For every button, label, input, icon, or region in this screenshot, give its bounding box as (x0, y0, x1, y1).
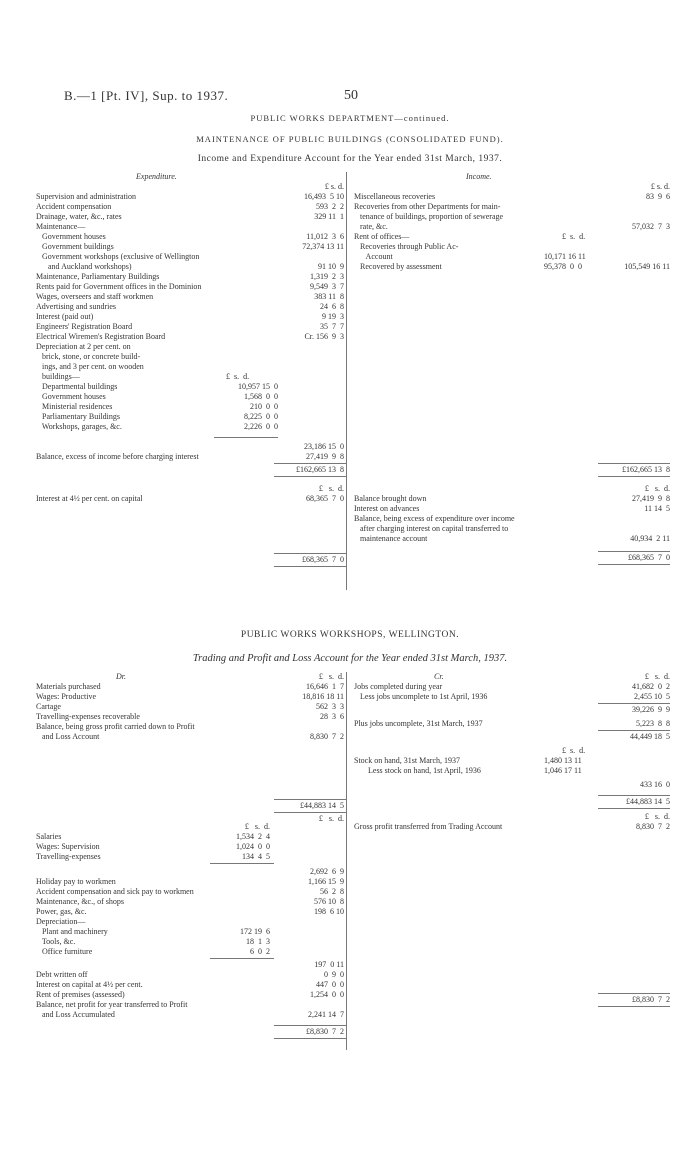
line-description: Ministerial residences (36, 402, 113, 411)
expenditure-line (36, 292, 346, 302)
line-description: Debt written off (36, 970, 88, 979)
expenditure-total (36, 465, 346, 475)
trading-debit-line (36, 682, 346, 692)
debit-column (36, 672, 346, 1040)
column-headings-income: £ s. d. (650, 182, 670, 191)
rent-amount: 95,378 0 0 (544, 262, 582, 271)
line-description: Plant and machinery (36, 927, 108, 936)
line-amount: £ s. d. (318, 484, 344, 493)
expenditure-line (36, 342, 346, 352)
line-description: Salaries (36, 832, 62, 841)
line-amount: 8,830 7 2 (636, 822, 670, 831)
document-reference: B.—1 [Pt. IV], Sup. to 1937. (64, 88, 229, 103)
pl-line (36, 907, 346, 917)
line-amount: 447 0 0 (316, 980, 344, 989)
pl-inner-amount: 1,534 2 4 (236, 832, 270, 841)
pl-column-heading (36, 814, 346, 831)
pl-line (36, 852, 346, 862)
line-amount: 105,549 16 11 (624, 262, 670, 271)
line-amount: 27,419 9 8 (632, 494, 670, 503)
expenditure-line (36, 282, 346, 292)
line-description: Rents paid for Government offices in the Dominion (36, 282, 202, 291)
line-description: Rent of premises (assessed) (36, 990, 125, 999)
line-description: Materials purchased (36, 682, 101, 691)
expenditure-line (36, 202, 346, 212)
pl-debit-total (36, 1027, 346, 1037)
expenditure-line (36, 372, 346, 382)
line-description: Drainage, water, &c., rates (36, 212, 122, 221)
pl-line (36, 990, 346, 1000)
interest-income-line (354, 504, 670, 514)
pl-inner-heading: £ s. d. (244, 822, 270, 831)
line-amount: £162,665 13 8 (296, 465, 344, 474)
income-line (354, 232, 670, 242)
expenditure-line (36, 412, 346, 422)
line-description: Travelling-expenses (36, 852, 101, 861)
line-description: and Auckland workshops) (36, 262, 132, 271)
trading-credit-column-heading (354, 672, 670, 682)
trading-credit-line (354, 719, 670, 729)
line-description: Balance brought down (354, 494, 427, 503)
depreciation-amount: 2,226 0 0 (244, 422, 278, 431)
stock-line (354, 766, 670, 776)
line-description: Government houses (36, 232, 106, 241)
rent-amount: 10,171 16 11 (544, 252, 586, 261)
expenditure-line (36, 212, 346, 222)
rent-column-heading: £ s. d. (562, 232, 586, 241)
income-line (354, 212, 670, 222)
line-amount: 57,032 7 3 (632, 222, 670, 231)
pl-inner-amount: 1,024 0 0 (236, 842, 270, 851)
line-amount: £44,883 14 5 (300, 801, 344, 810)
pl-amount: 198 6 10 (314, 907, 344, 916)
line-amount: 27,419 9 8 (306, 452, 344, 461)
income-line (354, 192, 670, 202)
depreciation-amount: 10,957 15 0 (238, 382, 278, 391)
pl-amount: 1,166 15 9 (308, 877, 344, 886)
line-description: buildings— (36, 372, 80, 381)
line-description: Advertising and sundries (36, 302, 116, 311)
line-description: Government workshops (exclusive of Wellington (36, 252, 200, 261)
line-description: Cartage (36, 702, 61, 711)
line-description: Jobs completed during year (354, 682, 443, 691)
line-description: Holiday pay to workmen (36, 877, 116, 886)
line-description: Balance, net profit for year transferred to Profit (36, 1000, 188, 1009)
line-description: tenance of buildings, proportion of sewerage (354, 212, 504, 221)
depreciation-amount: 210 0 0 (250, 402, 278, 411)
expenditure-line (36, 382, 346, 392)
depreciation-subtotal (36, 960, 346, 970)
stock-column-heading: £ s. d. (562, 746, 586, 755)
interest-income-total (354, 553, 670, 563)
workshops-account (36, 672, 670, 1052)
line-amount: 24 6 8 (320, 302, 344, 311)
credit-label: Cr. (434, 672, 444, 681)
line-amount: £ s. d. (644, 672, 670, 681)
income-line (354, 202, 670, 212)
line-amount: 433 16 0 (640, 780, 670, 789)
expenditure-heading: Expenditure. (136, 172, 177, 181)
line-amount: 23,186 15 0 (304, 442, 344, 451)
trading-debit-line (36, 692, 346, 702)
line-amount: 9,549 3 7 (310, 282, 344, 291)
trading-debit-line (36, 732, 346, 742)
pl-line (36, 947, 346, 957)
line-amount: 72,374 13 11 (302, 242, 344, 251)
line-description: Electrical Wiremen's Registration Board (36, 332, 166, 341)
stock-line (354, 756, 670, 766)
line-description: Workshops, garages, &c. (36, 422, 122, 431)
income-line (354, 252, 670, 262)
line-description: Plus jobs uncomplete, 31st March, 1937 (354, 719, 483, 728)
line-amount: £44,883 14 5 (626, 797, 670, 806)
line-amount: 91 10 9 (318, 262, 344, 271)
trading-credit-total (354, 797, 670, 807)
pl-line (36, 927, 346, 937)
depreciation-amount: 172 19 6 (240, 927, 270, 936)
interest-column-heading (36, 484, 346, 494)
trading-debit-line (36, 702, 346, 712)
income-line (354, 262, 670, 272)
credit-column (354, 672, 670, 1008)
line-amount: 5,223 8 8 (636, 719, 670, 728)
pl-line (36, 877, 346, 887)
line-description: Balance, being gross profit carried down to Profit (36, 722, 195, 731)
expenditure-line (36, 272, 346, 282)
maintenance-title: MAINTENANCE OF PUBLIC BUILDINGS (CONSOLIDATED FUND). (196, 134, 504, 144)
line-amount: 44,449 18 5 (630, 732, 670, 741)
trading-debit-line (36, 712, 346, 722)
income-column (354, 172, 670, 566)
line-description: Power, gas, &c. (36, 907, 87, 916)
line-description: Wages: Supervision (36, 842, 100, 851)
line-amount: 0 9 0 (324, 970, 344, 979)
expenditure-line (36, 222, 346, 232)
trading-account-title: Trading and Profit and Loss Account for the Year ended 31st March, 1937. (192, 653, 508, 664)
line-description: Recoveries from other Departments for main- (354, 202, 501, 211)
pl-credit-total (354, 995, 670, 1005)
expenditure-line (36, 402, 346, 412)
line-description: Maintenance, &c., of shops (36, 897, 124, 906)
pl-subtotal (36, 867, 346, 877)
line-description: Accident compensation (36, 202, 112, 211)
depreciation-amount: 8,225 0 0 (244, 412, 278, 421)
line-description: Government buildings (36, 242, 114, 251)
income-heading: Income. (466, 172, 492, 181)
pl-credit-line (354, 822, 670, 832)
expenditure-line (36, 352, 346, 362)
interest-income-line (354, 524, 670, 534)
line-description: Supervision and administration (36, 192, 136, 201)
line-amount: £ s. d. (644, 484, 670, 493)
line-description: Interest at 4½ per cent. on capital (36, 494, 143, 503)
line-description: Gross profit transferred from Trading Account (354, 822, 503, 831)
pl-line (36, 937, 346, 947)
trading-debit-total (36, 801, 346, 811)
line-amount: 11,012 3 6 (306, 232, 344, 241)
line-description: after charging interest on capital transferred to (354, 524, 509, 533)
expenditure-line (36, 242, 346, 252)
trading-credit-line (354, 692, 670, 702)
expenditure-line (36, 312, 346, 322)
line-description: Travelling-expenses recoverable (36, 712, 140, 721)
expenditure-line (36, 442, 346, 452)
line-description: brick, stone, or concrete build- (36, 352, 141, 361)
pl-line (36, 917, 346, 927)
department-title: PUBLIC WORKS DEPARTMENT—continued. (250, 113, 450, 123)
line-description: Interest on advances (354, 504, 420, 513)
line-description: Accident compensation and sick pay to workmen (36, 887, 194, 896)
line-description: Parliamentary Buildings (36, 412, 120, 421)
interest-expenditure-total (36, 555, 346, 565)
pl-line (36, 842, 346, 852)
line-amount: 1,254 0 0 (310, 990, 344, 999)
line-amount: £68,365 7 0 (628, 553, 670, 562)
expenditure-column (36, 172, 346, 568)
expenditure-line (36, 422, 346, 432)
workshops-title: PUBLIC WORKS WORKSHOPS, WELLINGTON. (240, 630, 460, 640)
pl-line (36, 1000, 346, 1010)
account-title: Income and Expenditure Account for the Year ended 31st March, 1937. (197, 154, 503, 164)
expenditure-line (36, 432, 346, 442)
line-amount: 40,934 2 11 (630, 534, 670, 543)
expenditure-line (36, 262, 346, 272)
income-total (354, 465, 670, 475)
line-description: Depreciation at 2 per cent. on (36, 342, 131, 351)
trading-credit-line (354, 682, 670, 692)
depreciation-column-heading: £ s. d. (226, 372, 250, 381)
line-amount: £8,830 7 2 (632, 995, 670, 1004)
line-amount: 383 11 8 (314, 292, 344, 301)
column-headings: £ s. d. (324, 182, 344, 191)
pl-amount: 576 10 8 (314, 897, 344, 906)
line-amount: 35 7 7 (320, 322, 344, 331)
stock-amount: 1,046 17 11 (544, 766, 582, 775)
pl-line (36, 887, 346, 897)
line-amount: £68,365 7 0 (302, 555, 344, 564)
expenditure-line (36, 232, 346, 242)
line-amount: 68,365 7 0 (306, 494, 344, 503)
line-amount: 1,319 2 3 (310, 272, 344, 281)
expenditure-line (36, 252, 346, 262)
expenditure-line (36, 192, 346, 202)
line-amount: Cr. 156 9 3 (304, 332, 344, 341)
line-description: Recovered by assessment (354, 262, 442, 271)
depreciation-amount: 6 0 2 (250, 947, 270, 956)
line-amount: £ s. d. (318, 672, 344, 681)
line-amount: 16,493 5 10 (304, 192, 344, 201)
line-description: Balance, being excess of expenditure over income (354, 514, 515, 523)
expenditure-line (36, 452, 346, 462)
line-description: Interest (paid out) (36, 312, 94, 321)
line-amount: 2,241 14 7 (308, 1010, 344, 1019)
stock-net (354, 780, 670, 790)
page-number: 50 (344, 88, 358, 103)
line-amount: £ s. d. (318, 814, 344, 823)
line-amount: 28 3 6 (320, 712, 344, 721)
pl-line (36, 1010, 346, 1020)
pl-amount: 56 2 8 (320, 887, 344, 896)
line-description: Balance, excess of income before charging interest (36, 452, 199, 461)
line-description: Interest on capital at 4½ per cent. (36, 980, 143, 989)
stock-amount: 1,480 13 11 (544, 756, 582, 765)
line-description: and Loss Accumulated (36, 1010, 115, 1019)
stock-heading-line (354, 746, 670, 756)
debit-label: Dr. (116, 672, 127, 681)
line-description: Office furniture (36, 947, 93, 956)
interest-income-column-heading (354, 484, 670, 494)
line-amount: 9 19 3 (322, 312, 344, 321)
income-line (354, 222, 670, 232)
line-amount: 11 14 5 (644, 504, 670, 513)
line-amount: 593 2 2 (316, 202, 344, 211)
line-description: Engineers' Registration Board (36, 322, 133, 331)
line-amount: 41,682 0 2 (632, 682, 670, 691)
line-description: Less jobs uncomplete to 1st April, 1936 (354, 692, 488, 701)
line-description: Wages, overseers and staff workmen (36, 292, 154, 301)
trading-credit-line (354, 732, 670, 742)
line-amount: 8,830 7 2 (310, 732, 344, 741)
expenditure-line (36, 322, 346, 332)
line-description: Rent of offices— (354, 232, 410, 241)
expenditure-line (36, 362, 346, 372)
line-description: ings, and 3 per cent. on wooden (36, 362, 144, 371)
line-description: Miscellaneous recoveries (354, 192, 436, 201)
line-amount: 329 11 1 (314, 212, 344, 221)
line-description: Tools, &c. (36, 937, 76, 946)
pl-line (36, 832, 346, 842)
line-amount: 16,646 1 7 (306, 682, 344, 691)
expenditure-line (36, 302, 346, 312)
pl-line (36, 970, 346, 980)
line-description: Stock on hand, 31st March, 1937 (354, 756, 460, 765)
interest-income-line (354, 514, 670, 524)
line-amount: 39,226 9 9 (632, 705, 670, 714)
interest-expenditure-line (36, 494, 346, 504)
line-description: rate, &c. (354, 222, 388, 231)
line-amount: 562 3 3 (316, 702, 344, 711)
line-amount: 2,455 10 5 (634, 692, 670, 701)
line-amount: £ s. d. (644, 812, 670, 821)
trading-debit-line (36, 722, 346, 732)
line-amount: 2,692 6 9 (310, 867, 344, 876)
income-line (354, 242, 670, 252)
line-amount: 197 0 11 (314, 960, 344, 969)
line-description: Account (354, 252, 393, 261)
pl-inner-amount: 134 4 5 (242, 852, 270, 861)
line-description: Depreciation— (36, 917, 86, 926)
line-amount: £8,830 7 2 (306, 1027, 344, 1036)
line-amount: 83 9 6 (646, 192, 670, 201)
interest-income-line (354, 494, 670, 504)
line-description: Maintenance, Parliamentary Buildings (36, 272, 160, 281)
depreciation-amount: 1,568 0 0 (244, 392, 278, 401)
expenditure-line (36, 332, 346, 342)
maintenance-account (36, 172, 670, 592)
line-amount: £162,665 13 8 (622, 465, 670, 474)
line-description: Less stock on hand, 1st April, 1936 (368, 766, 481, 775)
expenditure-line (36, 392, 346, 402)
line-description: and Loss Account (36, 732, 100, 741)
trading-credit-line (354, 705, 670, 715)
trading-column-heading (36, 672, 346, 682)
line-description: Departmental buildings (36, 382, 118, 391)
depreciation-amount: 18 1 3 (246, 937, 270, 946)
interest-income-line (354, 534, 670, 544)
line-description: Recoveries through Public Ac- (354, 242, 459, 251)
line-amount: 18,816 18 11 (302, 692, 344, 701)
pl-line (36, 980, 346, 990)
line-description: maintenance account (354, 534, 428, 543)
pl-credit-column-heading (354, 812, 670, 822)
line-description: Maintenance— (36, 222, 86, 231)
line-description: Wages: Productive (36, 692, 97, 701)
line-description: Government houses (36, 392, 106, 401)
pl-line (36, 897, 346, 907)
